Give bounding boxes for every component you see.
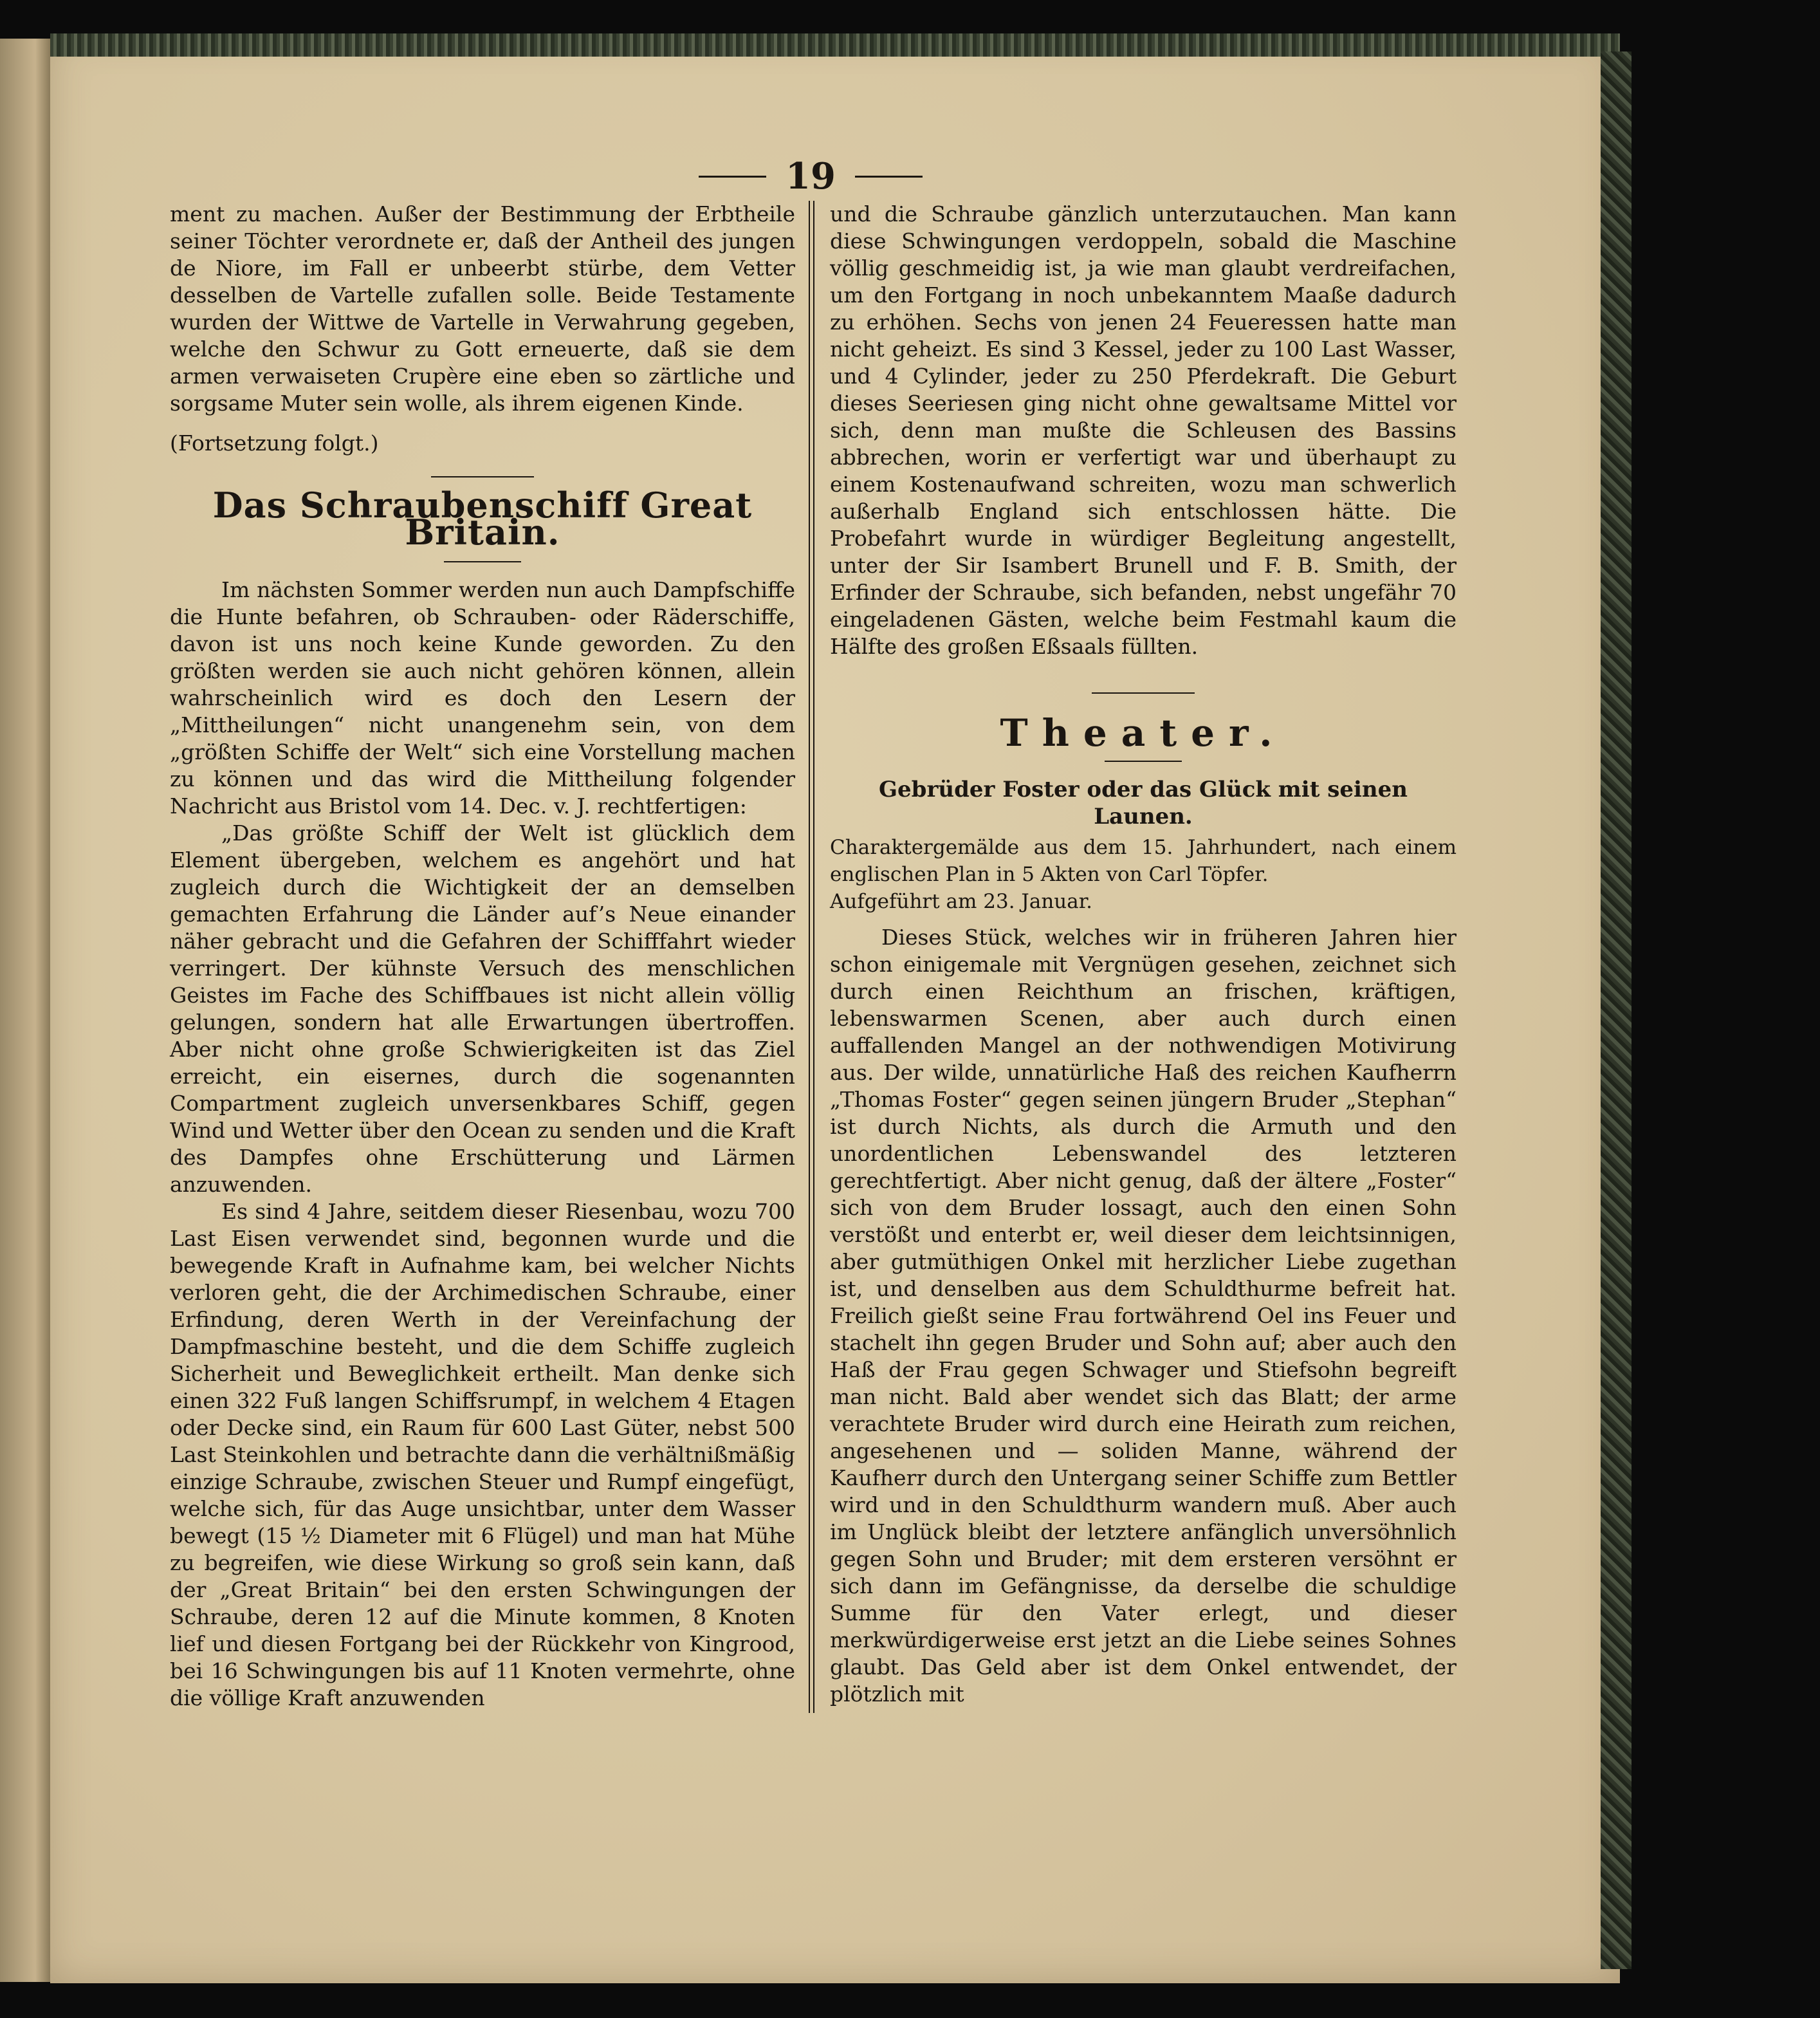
theater-section-title: Theater. [1000, 711, 1287, 755]
play-subtitle: Charaktergemälde aus dem 15. Jahrhundert, nach einem englischen Plan in 5 Akten von Carl Töpfer. [830, 836, 1457, 886]
left-page-edge [0, 39, 50, 1982]
page-header [695, 151, 926, 202]
left-intro-paragraph: ment zu machen. Außer der Bestimmung der Erbtheile seiner Töchter verordnete er, daß der Antheil des jungen de Niore, im Fall er unbeerbt stürbe, dem Vetter desselben de Vartelle zufallen solle. Beide Testamente wurden der Wittwe de Vartelle in Verwahrung gegeben, welche den Schwur zu Gott erneuerte, daß sie dem armen verwaiseten Crupère eine eben so zärtliche und sorgsame Muter sein wolle, als ihrem eigenen Kinde. [170, 201, 795, 416]
left-column [170, 201, 795, 1712]
book-cover-edge [1601, 51, 1632, 1969]
performance-date: Aufgeführt am 23. Januar. [830, 890, 1093, 913]
article-paragraph: Es sind 4 Jahre, seitdem dieser Riesenbau, wozu 700 Last Eisen verwendet sind, begonnen wurde und die bewegende Kraft in Aufnahme kam, bei welcher Nichts verloren geht, die der Archimedischen Schraube, einer Erfindung, deren Werth in der Vereinfachung der Dampfmaschine besteht, und die dem Schiffe zugleich Sicherheit und Beweglichkeit ertheilt. Man denke sich einen 322 Fuß langen Schiffsrumpf, in welchem 4 Etagen oder Decke sind, ein Raum für 600 Last Güter, nebst 500 Last Steinkohlen und betrachte dann die verhältnißmäßig einzige Schraube, zwischen Steuer und Rumpf eingefügt, welche sich, für das Auge unsichtbar, unter dem Wasser bewegt (15 ½ Diameter mit 6 Flügel) und man hat Mühe zu begreifen, wie diese Wirkung so groß sein kann, daß der „Great Britain“ bei den ersten Schwingungen der Schraube, deren 12 auf die Minute kommen, 8 Knoten lief und diesen Fortgang bei der Rückkehr von Kingrood, bei 16 Schwingungen bis auf 11 Knoten vermehrte, ohne die völlige Kraft anzuwenden [170, 1199, 795, 1710]
article-paragraph: Im nächsten Sommer werden nun auch Dampfschiffe die Hunte befahren, ob Schrauben- oder Räderschiffe, davon ist uns noch keine Kunde geworden. Zu den größten werden sie auch nicht gehören können, allein wahrscheinlich wird es doch den Lesern der „Mittheilungen“ nicht unangenehm sein, von dem „größten Schiffe der Welt“ sich eine Vorstellung machen zu können und das wird die Mittheilung folgender Nachricht aus Bristol vom 14. Dec. v. J. rechtfertigen: [170, 577, 795, 819]
title-rule [444, 561, 521, 562]
page-number: 19 [786, 155, 836, 198]
header-rule-left [699, 176, 766, 178]
play-title: Gebrüder Foster oder das Glück mit seinen Launen. [879, 777, 1408, 829]
title-rule [1105, 761, 1182, 762]
section-rule [1092, 692, 1195, 694]
column-divider [809, 201, 814, 1713]
right-intro-paragraph: und die Schraube gänzlich unterzutauchen. Man kann diese Schwingungen verdoppeln, sobald die Maschine völlig geschmeidig ist, ja wie man glaubt verdreifachen, um den Fortgang in noch unbekanntem Maaße dadurch zu erhöhen. Sechs von jenen 24 Feueressen hatte man nicht geheizt. Es sind 3 Kessel, jeder zu 100 Last Wasser, und 4 Cylinder, jeder zu 250 Pferdekraft. Die Geburt dieses Seeriesen ging nicht ohne gewaltsame Mittel vor sich, denn man mußte die Schleusen des Bassins abbrechen, worin er verfertigt war und überhaupt zu einem Kostenaufwand schreiten, wozu man schwerlich außerhalb England sich entschlossen hätte. Die Probefahrt wurde in würdiger Begleitung angestellt, unter der Sir Isambert Brunell und F. B. Smith, der Erfinder der Schraube, sich befanden, nebst ungefähr 70 eingeladenen Gästen, welche beim Festmahl kaum die Hälfte des großen Eßsaals füllten. [830, 201, 1457, 659]
header-rule-right [855, 176, 923, 178]
binding-strip [50, 33, 1620, 57]
article-title: Das Schraubenschiff Great Britain. [212, 485, 753, 553]
review-paragraph: Dieses Stück, welches wir in früheren Jahren hier schon einigemale mit Vergnügen gesehen, zeichnet sich durch einen Reichthum an frischen, kräftigen, lebenswarmen Scenen, aber auch durch einen auffallenden Mangel an der nothwendigen Motivirung aus. Der wilde, unnatürliche Haß des reichen Kaufherrn „Thomas Foster“ gegen seinen jüngern Bruder „Stephan“ ist durch Nichts, als durch die Armuth und den unordentlichen Lebenswandel des letzteren gerechtfertigt. Aber nicht genug, daß der ältere „Foster“ sich von dem Bruder lossagt, auch den einen Sohn verstößt und enterbt er, weil dieser dem leichtsinnigen, aber gutmüthigen Onkel mit herzlicher Liebe zugethan ist, und denselben aus dem Schuldthurme befreit hat. Freilich gießt seine Frau fortwährend Oel ins Feuer und stachelt ihn gegen Bruder und Sohn auf; aber auch den Haß der Frau gegen Schwager und Stiefsohn begreift man nicht. Bald aber wendet sich das Blatt; der arme verachtete Bruder wird durch eine Heirath zum reichen, angesehenen und — soliden Manne, während der Kaufherr durch den Untergang seiner Schiffe zum Bettler wird und in den Schuldthurm wandern muß. Aber auch im Unglück bleibt der letztere anfänglich unversöhnlich gegen Sohn und Bruder; mit dem ersteren versöhnt er sich dann im Gefängnisse, da derselbe die schuldige Summe für den Vater erlegt, und dieser merkwürdigerweise erst jetzt an die Liebe seines Sohnes glaubt. Das Geld aber ist dem Onkel entwendet, der plötzlich mit [830, 925, 1457, 1707]
continuation-note: (Fortsetzung folgt.) [170, 430, 379, 456]
section-rule [431, 476, 534, 477]
article-paragraph: „Das größte Schiff der Welt ist glücklich dem Element übergeben, welchem es angehört und hat zugleich durch die Wichtigkeit der an demselben gemachten Erfahrung die Länder auf’s Neue einander näher gebracht und die Gefahren der Schifffahrt wieder verringert. Der kühnste Versuch des menschlichen Geistes im Fache des Schiffbaues ist nicht allein völlig gelungen, sondern hat alle Erwartungen übertroffen. Aber nicht ohne große Schwierigkeiten ist das Ziel erreicht, ein eisernes, durch die sogenannten Compartment zugleich unversenkbares Schiff, gegen Wind und Wetter über den Ocean zu senden und die Kraft des Dampfes ohne Erschütterung und Lärmen anzuwenden. [170, 820, 795, 1197]
right-column [830, 201, 1457, 1708]
